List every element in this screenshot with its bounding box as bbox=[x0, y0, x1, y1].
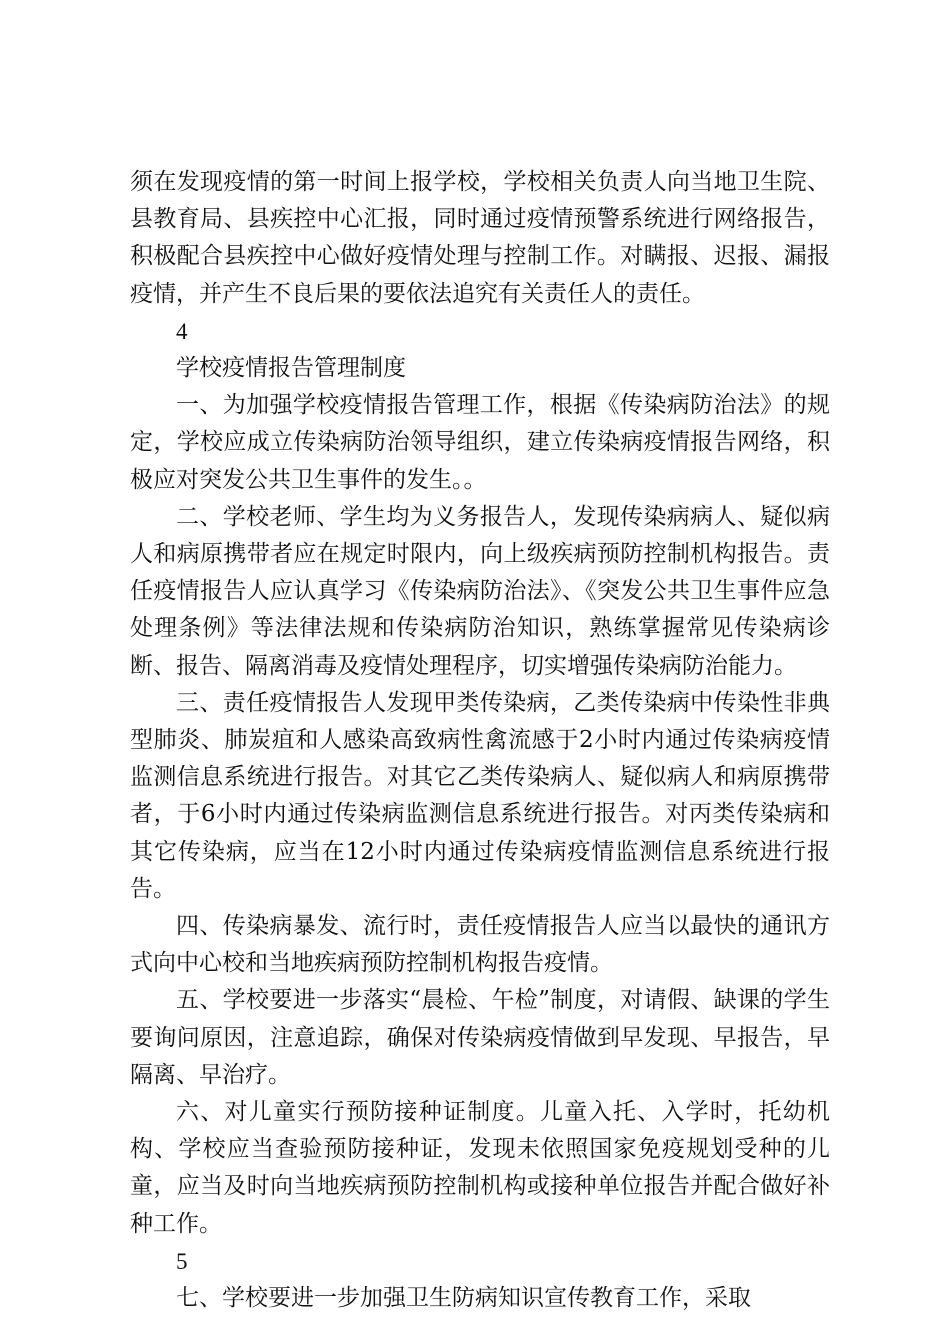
page-number-4: 4 bbox=[176, 318, 188, 344]
paragraph-item-1: 一、为加强学校疫情报告管理工作，根据《传染病防治法》的规定，学校应成立传染病防治领导组织，建立传染病疫情报告网络，积极应对突发公共卫生事件的发生。。 bbox=[130, 392, 830, 493]
document-body bbox=[130, 164, 830, 1317]
paragraph-item-7: 七、学校要进一步加强卫生防病知识宣传教育工作，采取 bbox=[176, 1285, 751, 1312]
paragraph-continuation: 须在发现疫情的第一时间上报学校，学校相关负责人向当地卫生院、县教育局、县疾控中心汇报，同时通过疫情预警系统进行网络报告，积极配合县疾控中心做好疫情处理与控制工作。对瞒报、迟报、漏报疫情，并产生不良后果的要依法追究有关责任人的责任。 bbox=[130, 169, 830, 307]
paragraph-item-4: 四、传染病暴发、流行时，责任疫情报告人应当以最快的通讯方式向中心校和当地疾病预防控制机构报告疫情。 bbox=[130, 913, 830, 977]
paragraph-item-3: 三、责任疫情报告人发现甲类传染病，乙类传染病中传染性非典型肺炎、肺炭疽和人感染高致病性禽流感于2小时内通过传染病疫情监测信息系统进行报告。对其它乙类传染病人、疑似病人和病原携带者，于6小时内通过传染病监测信息系统进行报告。对丙类传染病和其它传染病，应当在12小时内通过传染病疫情监测信息系统进行报告。 bbox=[130, 689, 830, 902]
section-heading: 学校疫情报告管理制度 bbox=[176, 355, 406, 382]
paragraph-item-6: 六、对儿童实行预防接种证制度。儿童入托、入学时，托幼机构、学校应当查验预防接种证，发现未依照国家免疫规划受种的儿童，应当及时向当地疾病预防控制机构或接种单位报告并配合做好补种工作。 bbox=[130, 1099, 830, 1237]
paragraph-item-2: 二、学校老师、学生均为义务报告人，发现传染病病人、疑似病人和病原携带者应在规定时限内，向上级疾病预防控制机构报告。责任疫情报告人应认真学习《传染病防治法》、《突发公共卫生事件应急处理条例》等法律法规和传染病防治知识，熟练掌握常见传染病诊断、报告、隔离消毒及疫情处理程序，切实增强传染病防治能力。 bbox=[130, 503, 830, 679]
page-number-5: 5 bbox=[176, 1248, 188, 1274]
paragraph-item-5: 五、学校要进一步落实“晨检、午检”制度，对请假、缺课的学生要询问原因，注意追踪，确保对传染病疫情做到早发现、早报告，早隔离、早治疗。 bbox=[130, 987, 830, 1088]
